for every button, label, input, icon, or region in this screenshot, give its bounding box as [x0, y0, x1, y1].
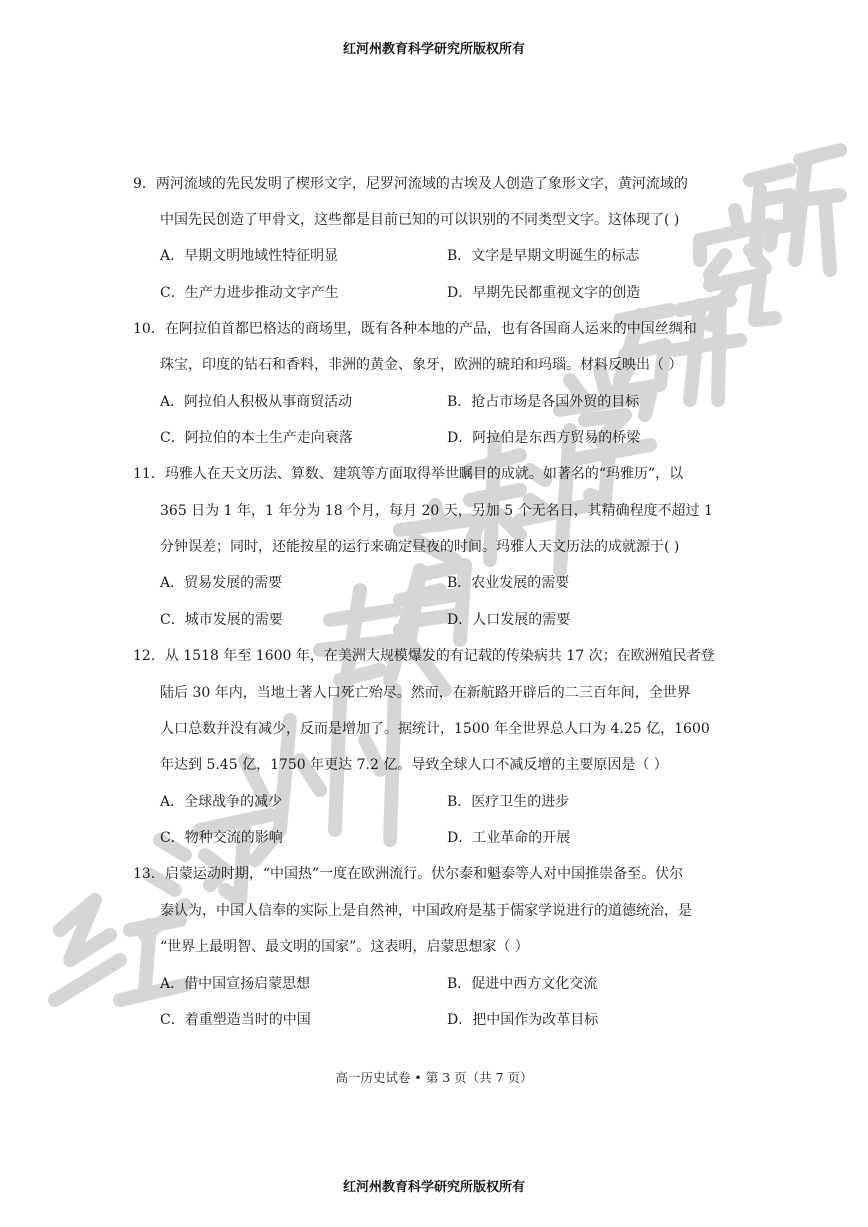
option-c[interactable]: C．物种交流的影响: [160, 830, 283, 846]
option-b[interactable]: B．促进中西方文化交流: [447, 976, 598, 992]
option-d[interactable]: D．早期先民都重视文字的创造: [447, 285, 641, 301]
option-c[interactable]: C．城市发展的需要: [160, 612, 283, 628]
option-a[interactable]: A．贸易发展的需要: [160, 575, 283, 591]
question-text: 中国先民创造了甲骨文，这些都是目前已知的可以识别的不同类型文字。这体现了( ): [160, 212, 680, 228]
option-c[interactable]: C．生产力进步推动文字产生: [160, 285, 339, 301]
option-d[interactable]: D．人口发展的需要: [447, 612, 571, 628]
question-text: 人口总数并没有减少，反而是增加了。据统计，1500 年全世界总人口为 4.25 亿，1600: [160, 721, 710, 737]
option-d[interactable]: D．工业革命的开展: [447, 830, 571, 846]
question-text: 分钟误差；同时，还能按星的运行来确定昼夜的时间。玛雅人天文历法的成就源于( ): [160, 539, 680, 555]
option-a[interactable]: A．全球战争的减少: [160, 794, 283, 810]
copyright-header: 红河州教育科学研究所版权所有: [342, 42, 525, 57]
page-number: 高一历史试卷 • 第 3 页（共 7 页）: [335, 1070, 533, 1085]
option-d[interactable]: D．阿拉伯是东西方贸易的桥梁: [447, 430, 641, 446]
question-text: 13．启蒙运动时期，“中国热”一度在欧洲流行。伏尔泰和魁泰等人对中国推崇备至。伏尔: [133, 866, 684, 882]
question-text: “世界上最明智、最文明的国家”。这表明，启蒙思想家（ ）: [160, 939, 529, 955]
option-b[interactable]: B．医疗卫生的进步: [447, 794, 570, 810]
option-a[interactable]: A．阿拉伯人积极从事商贸活动: [160, 394, 353, 410]
question-text: 10．在阿拉伯首都巴格达的商场里，既有各种本地的产品，也有各国商人运来的中国丝绸和: [133, 321, 697, 337]
question-text: 9．两河流域的先民发明了楔形文字，尼罗河流域的古埃及人创造了象形文字，黄河流域的: [133, 176, 688, 192]
option-c[interactable]: C．阿拉伯的本土生产走向衰落: [160, 430, 353, 446]
copyright-footer: 红河州教育科学研究所版权所有: [342, 1180, 525, 1195]
option-b[interactable]: B．农业发展的需要: [447, 575, 570, 591]
question-text: 365 日为 1 年，1 年分为 18 个月，每月 20 天，另加 5 个无名日，其精确程度不超过 1: [160, 503, 713, 519]
question-text: 12．从 1518 年至 1600 年，在美洲大规模爆发的有记载的传染病共 17 次；在欧洲殖民者登: [133, 648, 715, 664]
option-b[interactable]: B．抢占市场是各国外贸的目标: [447, 394, 640, 410]
option-b[interactable]: B．文字是早期文明诞生的标志: [447, 248, 640, 264]
option-d[interactable]: D．把中国作为改革目标: [447, 1012, 599, 1028]
question-text: 泰认为，中国人信奉的实际上是自然神，中国政府是基于儒家学说进行的道德统治，是: [160, 903, 692, 919]
question-text: 珠宝，印度的钻石和香料，非洲的黄金、象牙，欧洲的琥珀和玛瑙。材料反映出（ ）: [160, 357, 683, 373]
question-text: 年达到 5.45 亿，1750 年更达 7.2 亿。导致全球人口不减反增的主要原因是（ ）: [160, 757, 668, 773]
option-a[interactable]: A．早期文明地域性特征明显: [160, 248, 339, 264]
option-a[interactable]: A．借中国宣扬启蒙思想: [160, 976, 311, 992]
option-c[interactable]: C．着重塑造当时的中国: [160, 1012, 311, 1028]
question-text: 陆后 30 年内，当地土著人口死亡殆尽。然而，在新航路开辟后的二三百年间，全世界: [160, 685, 691, 701]
question-text: 11．玛雅人在天文历法、算数、建筑等方面取得举世瞩目的成就。如著名的“玛雅历”，以: [133, 466, 684, 482]
